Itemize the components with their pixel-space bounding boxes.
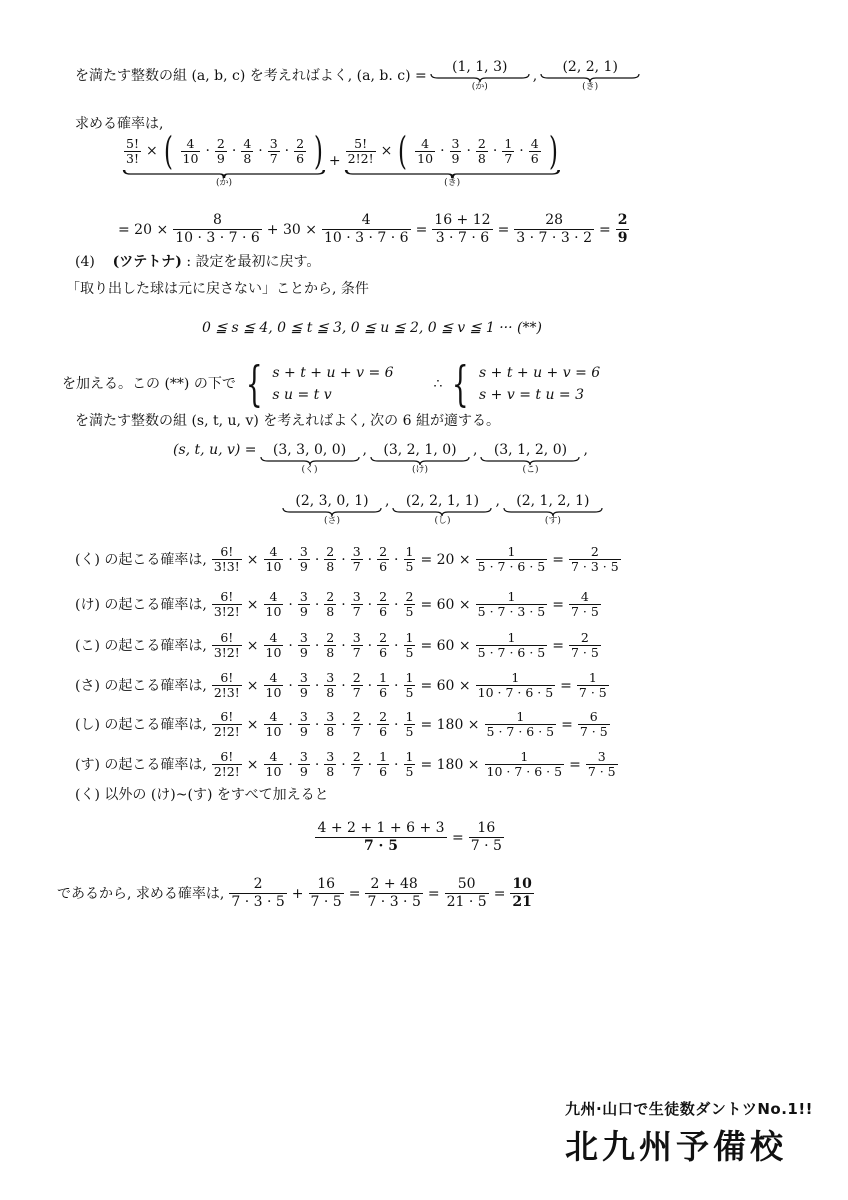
tuple-ku: (3, 3, 0, 0) (く) (260, 443, 360, 475)
underbrace-icon (344, 170, 561, 178)
answer-fraction: $\frac{2}{9}$ (617, 212, 628, 246)
term-ki: $\frac{5!}{2!2!}$ × ( $\frac{4}{10}$ · $\frac{3}{9}$ · $\frac{2}{8}$ · $\frac{1}{7}$ · $\frac{4}{6}$ ) (き) (344, 132, 561, 188)
final-answer-fraction: $\frac{10}{21}$ (512, 876, 532, 910)
term-ka: $\frac{5!}{3!}$ × ( $\frac{4}{10}$ · $\frac{2}{9}$ · $\frac{4}{8}$ · $\frac{3}{7}$ · $\frac{2}{6}$ ) (か) (122, 132, 326, 188)
probability-row: (さ) の起こる確率は, $\frac{6!}{2!3!}$ × $\frac{4}{10}$ · $\frac{3}{9}$ · $\frac{3}{8}$ · $\frac{2}{7}$ · $\frac{1}{6}$ · $\frac{1}{5}$ = 60 × $\frac{1}{10 \cdot 7 \cdot 6 \cdot 5}$ = $\frac{1}{7 \cdot 5}$ (75, 670, 607, 700)
probability-row: (け) の起こる確率は, $\frac{6!}{3!2!}$ × $\frac{4}{10}$ · $\frac{3}{9}$ · $\frac{2}{8}$ · $\frac{3}{7}$ · $\frac{2}{6}$ · $\frac{2}{5}$ = 60 × $\frac{1}{5 \cdot 7 \cdot 3 \cdot 5}$ = $\frac{4}{7 \cdot 5}$ (75, 589, 599, 619)
tuples-row-1: (s, t, u, v) = (3, 3, 0, 0) (く) , (3, 2, 1, 0) (け) , (3, 1, 2, 0) (こ) , (173, 442, 588, 475)
underbrace-icon (282, 508, 382, 516)
tuple-sa: (2, 3, 0, 1) (さ) (282, 494, 382, 526)
underbrace-icon (370, 457, 470, 465)
probability-row: (こ) の起こる確率は, $\frac{6!}{3!2!}$ × $\frac{4}{10}$ · $\frac{3}{9}$ · $\frac{2}{8}$ · $\frac{3}{7}$ · $\frac{2}{6}$ · $\frac{1}{5}$ = 60 × $\frac{1}{5 \cdot 7 \cdot 6 \cdot 5}$ = $\frac{2}{7 \cdot 5}$ (75, 630, 599, 660)
line-tuple-abc: を満たす整数の組 (a, b, c) を考えればよく, (a, b. c) = (1, 1, 3) (か) , (2, 2, 1) (き) (75, 60, 640, 92)
probability-row: (く) の起こる確率は, $\frac{6!}{3!3!}$ × $\frac{4}{10}$ · $\frac{3}{9}$ · $\frac{2}{8}$ · $\frac{3}{7}$ · $\frac{2}{6}$ · $\frac{1}{5}$ = 20 × $\frac{1}{5 \cdot 7 \cdot 6 \cdot 5}$ = $\frac{2}{7 \cdot 3 \cdot 5}$ (75, 544, 619, 574)
probability-row: (し) の起こる確率は, $\frac{6!}{2!2!}$ × $\frac{4}{10}$ · $\frac{3}{9}$ · $\frac{3}{8}$ · $\frac{2}{7}$ · $\frac{2}{6}$ · $\frac{1}{5}$ = 180 × $\frac{1}{5 \cdot 7 \cdot 6 \cdot 5}$ = $\frac{6}{7 \cdot 5}$ (75, 709, 608, 739)
logo-name: 北九州予備校 (565, 1127, 787, 1166)
tuples-row-2: (2, 3, 0, 1) (さ) , (2, 2, 1, 1) (し) , (2, 1, 2, 1) (す) (282, 494, 603, 526)
tuple-ko: (3, 1, 2, 0) (こ) (480, 443, 580, 475)
underbrace-icon (480, 457, 580, 465)
probability-row: (す) の起こる確率は, $\frac{6!}{2!2!}$ × $\frac{4}{10}$ · $\frac{3}{9}$ · $\frac{3}{8}$ · $\frac{2}{7}$ · $\frac{1}{6}$ · $\frac{1}{5}$ = 180 × $\frac{1}{10 \cdot 7 \cdot 6 \cdot 5}$ = $\frac{3}{7 \cdot 5}$ (75, 749, 616, 779)
line-final-answer: であるから, 求める確率は, $\frac{2}{7 \cdot 3 \cdot 5}$ + $\frac{16}{7 \cdot 5}$ = $\frac{2 + 48}{7 \cdot 3 \cdot 5}$ = $\frac{50}{21 \cdot 5}$ = $\frac{10}{21}$ (57, 876, 532, 910)
text-sum-intro: (く) 以外の (け)~(す) をすべて加えると (75, 787, 329, 803)
lead-text: を満たす整数の組 (a, b, c) を考えればよく, (a, b. c) = (75, 68, 427, 84)
tuple-ke: (3, 2, 1, 0) (け) (370, 443, 470, 475)
line-probability-result: = 20 × $\frac{8}{10 \cdot 3 \cdot 7 \cdot 6}$ + 30 × $\frac{4}{10 \cdot 3 \cdot 7 \cdot 6}$ = $\frac{16 + 12}{3 \cdot 7 \cdot 6}$ = $\frac{28}{3 \cdot 7 \cdot 3 \cdot 2}$ = $\frac{2}{9}$ (118, 212, 628, 246)
line-probability-expression: $\frac{5!}{3!}$ × ( $\frac{4}{10}$ · $\frac{2}{9}$ · $\frac{4}{8}$ · $\frac{3}{7}$ · $\frac{2}{6}$ ) (か) + $\frac{5!}{2!2!}$ × ( $\frac{4}{10}$ · $\frac{3}{9}$ · $\frac{2}{8}$ · $\frac{1}{7}$ · $\frac{4}{6}$ ) (き) (122, 132, 561, 188)
tuple-ki: (2, 2, 1) (き) (540, 60, 640, 92)
underbrace-icon (430, 74, 530, 82)
underbrace-icon (540, 74, 640, 82)
underbrace-icon (260, 457, 360, 465)
line-system-equations: を加える。この (**) の下で { s + t + u + v = 6 s u = t v ∴ { s + t + u + v = 6 s + v = t u = 3 (62, 356, 601, 412)
tuple-ka: (1, 1, 3) (か) (430, 60, 530, 92)
underbrace-icon (122, 170, 326, 178)
condition-inequalities: 0 ≦ s ≦ 4, 0 ≦ t ≦ 3, 0 ≦ u ≦ 2, 0 ≦ v ≦ 1 ··· (**) (202, 320, 542, 336)
underbrace-icon (503, 508, 603, 516)
text-condition-intro: 「取り出した球は元に戻さない」ことから, 条件 (66, 281, 369, 297)
text-six-tuples: を満たす整数の組 (s, t, u, v) を考えればよく, 次の 6 組が適する。 (75, 413, 500, 429)
section-4-heading: (4) (ツテトナ) : 設定を最初に戻す。 (75, 254, 321, 270)
tuple-shi: (2, 2, 1, 1) (し) (392, 494, 492, 526)
text-probability-intro: 求める確率は, (75, 116, 164, 132)
logo-tagline: 九州·山口で生徒数ダントツNo.1!! (565, 1100, 814, 1118)
line-sum: $\frac{4 + 2 + 1 + 6 + 3}{7 \cdot 5}$ = $\frac{16}{7 \cdot 5}$ (313, 820, 506, 855)
tuple-su: (2, 1, 2, 1) (す) (503, 494, 603, 526)
underbrace-icon (392, 508, 492, 516)
